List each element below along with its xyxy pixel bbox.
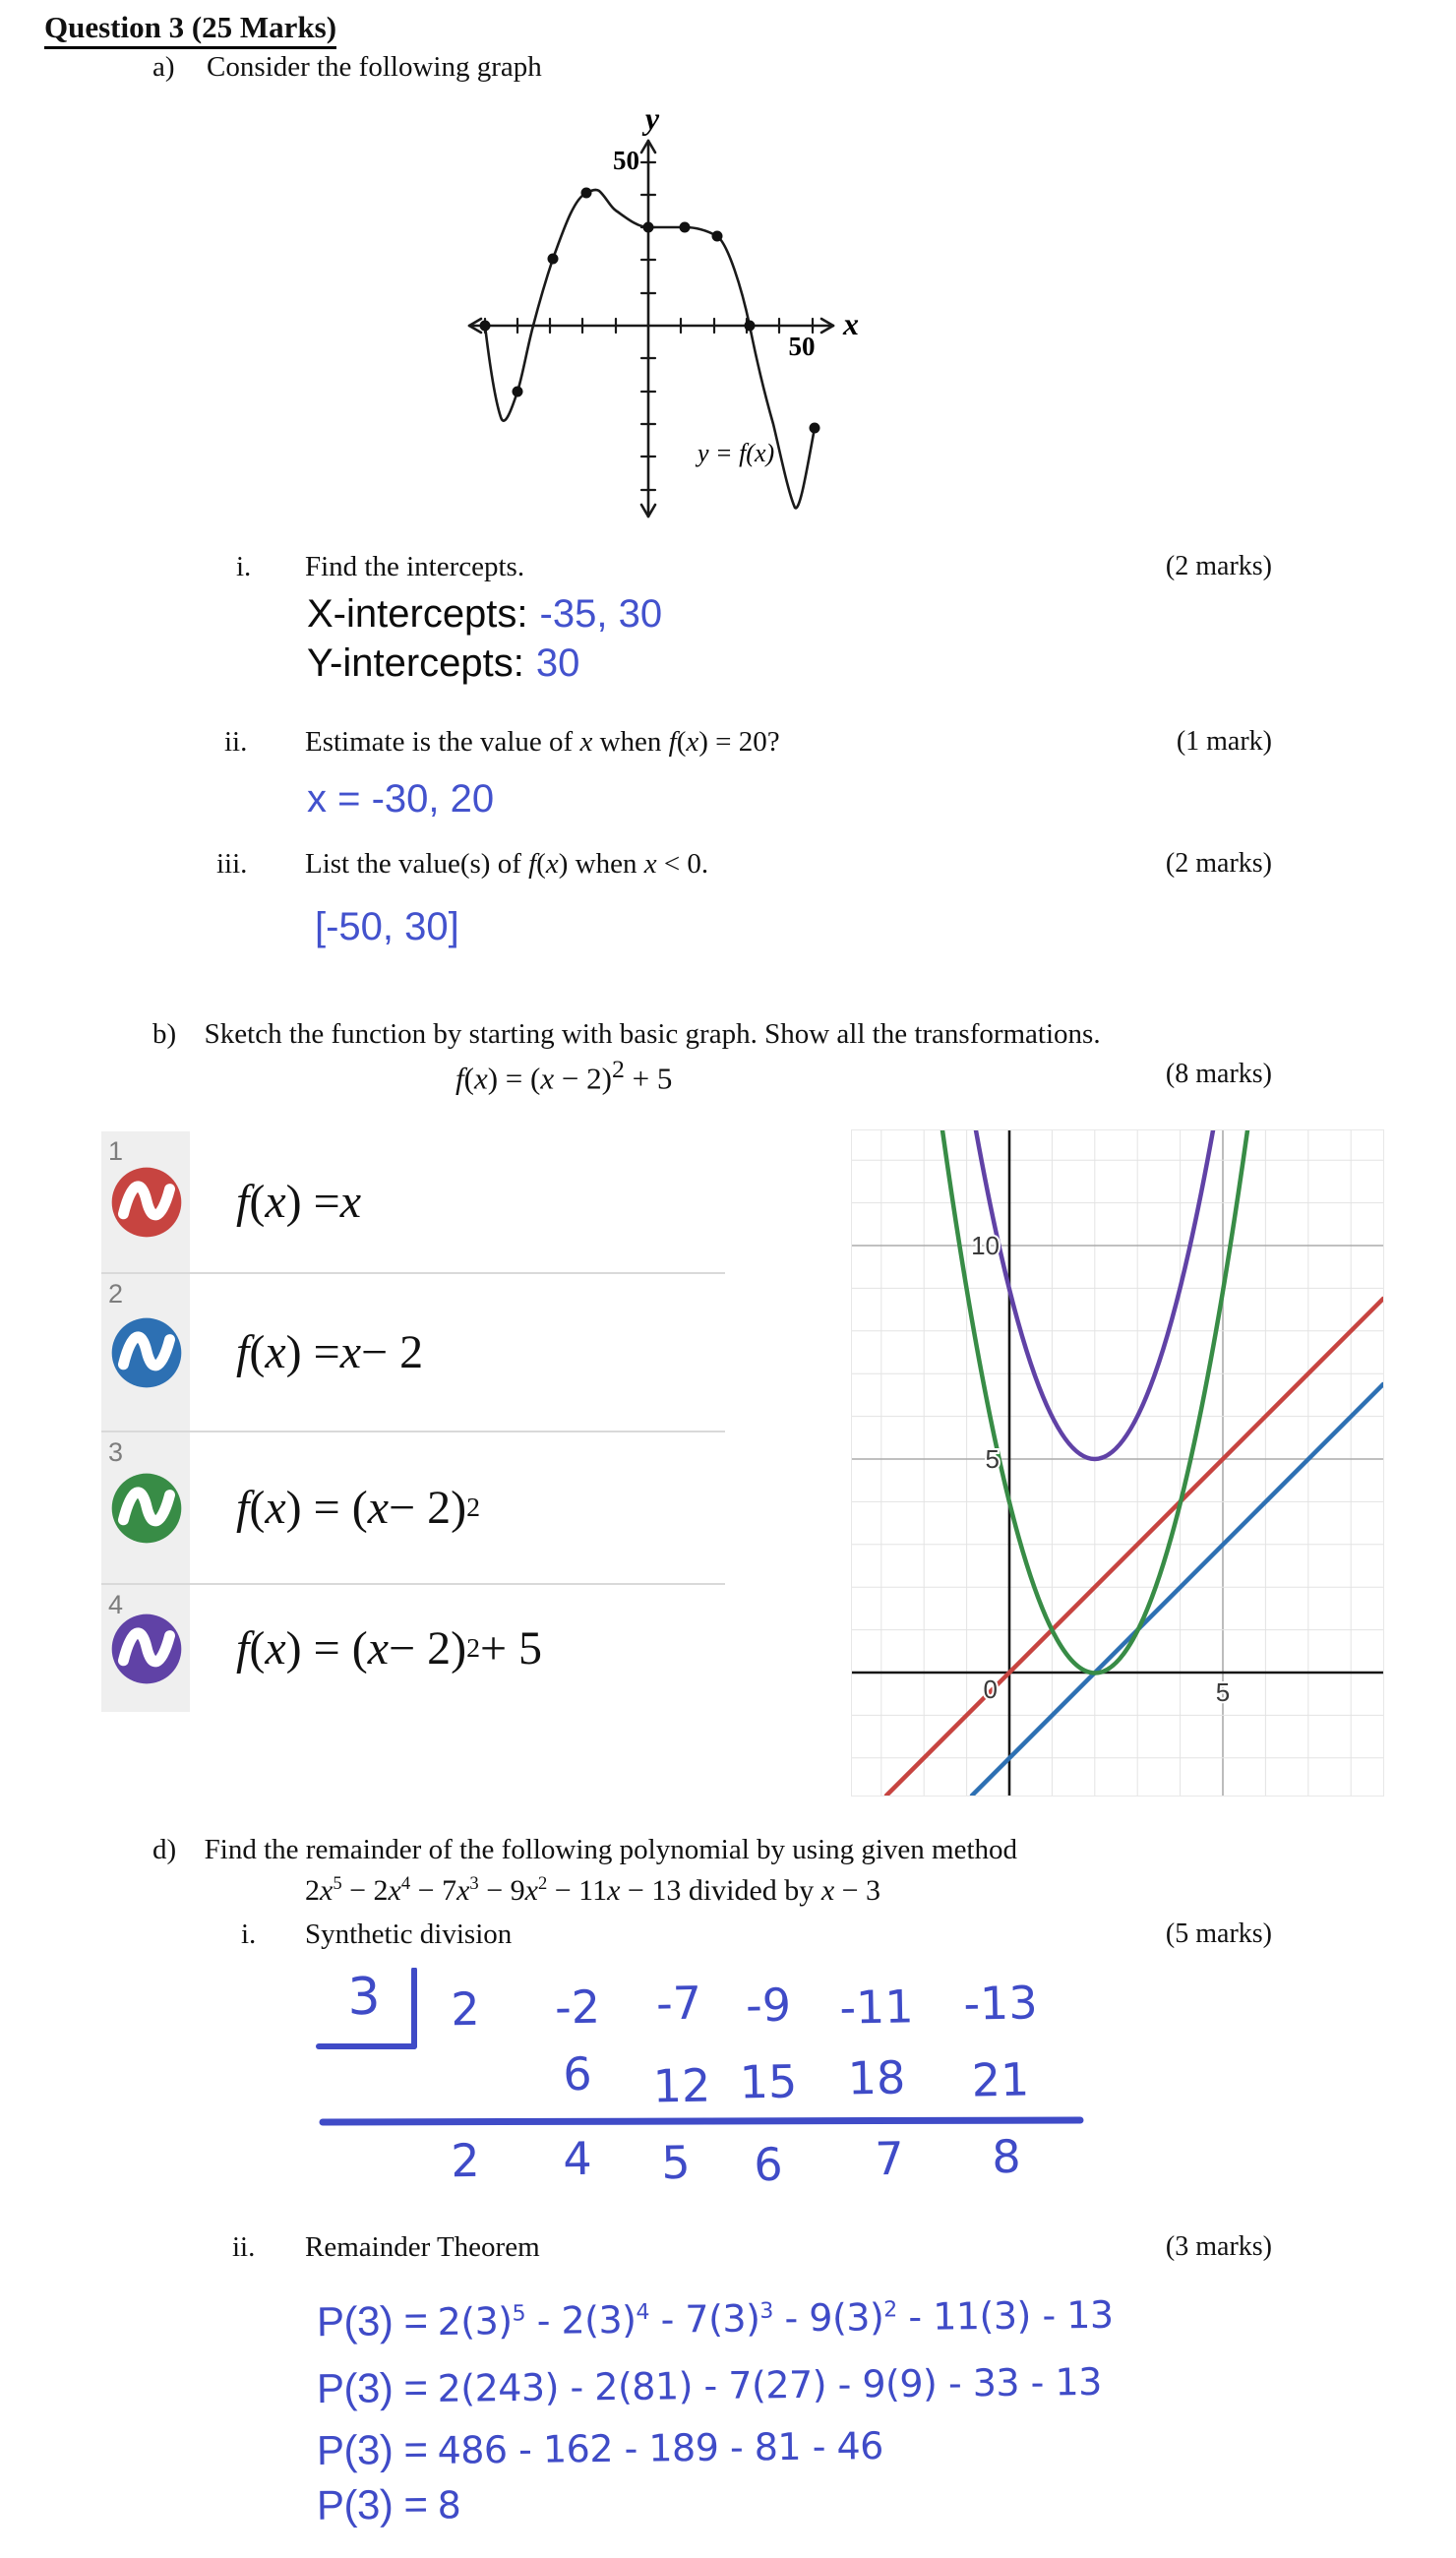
synthetic-product: 18 <box>847 2050 906 2105</box>
desmos-graph[interactable] <box>851 1129 1384 1797</box>
y-intercepts-label: Y-intercepts: <box>307 641 524 685</box>
expression-formula-4[interactable]: f ( x ) = ( x − 2) 2 + 5 <box>236 1622 543 1675</box>
expression-index-2: 2 <box>108 1279 124 1309</box>
p3-prefix: P(3) = <box>316 2364 428 2412</box>
part-b-label: b) <box>152 1018 177 1050</box>
x-tick-50: 50 <box>788 332 816 361</box>
sum-line <box>323 2120 1080 2122</box>
expression-row-4[interactable] <box>101 1583 725 1712</box>
synthetic-coefficient: -11 <box>838 1979 915 2035</box>
expression-index-1: 1 <box>108 1136 124 1166</box>
synthetic-coefficient: -2 <box>554 1979 601 2035</box>
d1-text: Synthetic division <box>305 1918 513 1950</box>
expression-formula-1[interactable]: f ( x ) = x <box>236 1176 362 1228</box>
part-a-heading <box>152 51 542 84</box>
page-title: Question 3 (25 Marks) <box>44 10 336 49</box>
x-grid-label-5: 5 <box>1215 1677 1231 1707</box>
curve-dots <box>480 188 820 434</box>
q3-answer: [-50, 30] <box>315 905 459 948</box>
expression-gutter-4 <box>101 1585 190 1712</box>
y-tick-50: 50 <box>613 146 639 175</box>
synthetic-result: 4 <box>562 2131 593 2186</box>
p3-prefix: P(3) = <box>316 2425 428 2474</box>
remainder-expression: 8 <box>437 2483 461 2528</box>
expression-gutter-3 <box>101 1432 190 1583</box>
y-intercepts-value: 30 <box>535 641 580 685</box>
remainder-expression: 486 - 162 - 189 - 81 - 46 <box>437 2423 884 2472</box>
synthetic-division-work <box>295 1968 1112 2263</box>
synthetic-product: 6 <box>562 2046 593 2101</box>
expression-gutter-1 <box>101 1131 190 1272</box>
q1-text: Find the intercepts. <box>305 551 525 582</box>
remainder-expression: 2(243) - 2(81) - 7(27) - 9(9) - 33 - 13 <box>437 2359 1103 2410</box>
expression-formula-2[interactable]: f ( x ) = x − 2 <box>236 1326 424 1378</box>
desmos-wave-icon[interactable] <box>110 1166 183 1239</box>
part-b-formula: $f(x) = (x - 2)^2 + 5$ <box>455 1055 673 1096</box>
part-d-polynomial: $2x^5 - 2x^4 - 7x^3 - 9x^2 - 11x - 13$ divided by x − 3 <box>305 1873 881 1907</box>
y-grid-label-10: 10 <box>971 1231 1000 1260</box>
synthetic-coefficient: -9 <box>745 1978 792 2033</box>
q3-number: iii. <box>216 848 248 880</box>
remainder-line-1 <box>317 2288 1114 2348</box>
p3-prefix: P(3) = <box>316 2480 428 2528</box>
q3-marks: (2 marks) <box>1165 848 1272 879</box>
synthetic-product: 12 <box>652 2058 711 2113</box>
synthetic-coefficient: -7 <box>655 1976 702 2031</box>
expression-row-1[interactable] <box>101 1131 725 1272</box>
expression-row-2[interactable] <box>101 1272 725 1431</box>
expression-index-3: 3 <box>108 1437 124 1467</box>
y-axis-label: y <box>644 100 660 136</box>
synthetic-result: 7 <box>874 2131 905 2186</box>
part-d-heading <box>152 1834 1017 1866</box>
q2-marks: (1 mark) <box>1176 726 1272 757</box>
part-a-label: a) <box>152 51 175 83</box>
q1-answer-y <box>307 641 579 686</box>
d2-text: Remainder Theorem <box>305 2231 540 2263</box>
y-grid-label-5: 5 <box>985 1444 1000 1474</box>
synthetic-result: 5 <box>660 2135 692 2190</box>
synthetic-coefficient: -13 <box>962 1976 1039 2031</box>
q3-text: List the value(s) of f(x) when x < 0. <box>305 848 709 880</box>
desmos-wave-icon[interactable] <box>110 1613 183 1685</box>
d2-marks: (3 marks) <box>1165 2231 1272 2262</box>
d2-number: ii. <box>232 2231 256 2263</box>
curve-label: y = f(x) <box>698 439 775 467</box>
remainder-expression: $2(3)^5 - 2(3)^4 - 7(3)^3 - 9(3)^2 - 11(3) - 13$ <box>437 2292 1114 2344</box>
desmos-expression-list <box>101 1131 725 1712</box>
expression-gutter-2 <box>101 1274 190 1431</box>
synthetic-coefficient: 2 <box>450 1981 481 2037</box>
q1-marks: (2 marks) <box>1165 551 1272 581</box>
x-intercepts-label: X-intercepts: <box>307 592 528 636</box>
synthetic-product: 21 <box>971 2052 1030 2107</box>
remainder-line-4 <box>317 2478 461 2531</box>
q1-answer-x <box>307 592 662 637</box>
q1-number: i. <box>236 551 252 582</box>
expression-index-4: 4 <box>108 1590 124 1619</box>
expression-formula-3[interactable]: f ( x ) = ( x − 2) 2 <box>236 1482 480 1534</box>
x-axis-label: x <box>843 306 859 341</box>
part-b-marks: (8 marks) <box>1165 1059 1272 1089</box>
synthetic-product: 15 <box>739 2054 798 2109</box>
part-b-prompt: Sketch the function by starting with basic graph. Show all the transformations. <box>204 1018 1101 1050</box>
remainder-line-2 <box>317 2355 1102 2415</box>
d1-number: i. <box>241 1918 257 1950</box>
desmos-wave-icon[interactable] <box>110 1316 183 1389</box>
remainder-line-3 <box>317 2419 883 2477</box>
q2-answer: x = -30, 20 <box>307 777 495 821</box>
synthetic-divisor: 3 <box>346 1967 382 2028</box>
q2-text: Estimate is the value of x when f(x) = 20? <box>305 726 780 758</box>
expression-row-3[interactable] <box>101 1431 725 1583</box>
p3-prefix: P(3) = <box>316 2297 428 2345</box>
part-d-prompt: Find the remainder of the following polynomial by using given method <box>204 1834 1018 1865</box>
part-b-heading <box>152 1018 1101 1051</box>
synthetic-result: 2 <box>450 2133 481 2188</box>
synthetic-result: 6 <box>753 2137 784 2192</box>
q2-number: ii. <box>224 726 248 758</box>
hand-drawn-function-graph <box>413 87 885 559</box>
synthetic-result: 8 <box>991 2129 1022 2184</box>
part-d-label: d) <box>152 1834 177 1865</box>
desmos-wave-icon[interactable] <box>110 1472 183 1545</box>
x-intercepts-value: -35, 30 <box>539 592 663 636</box>
d1-marks: (5 marks) <box>1165 1918 1272 1949</box>
part-a-prompt: Consider the following graph <box>207 51 542 83</box>
origin-label: 0 <box>983 1675 998 1704</box>
